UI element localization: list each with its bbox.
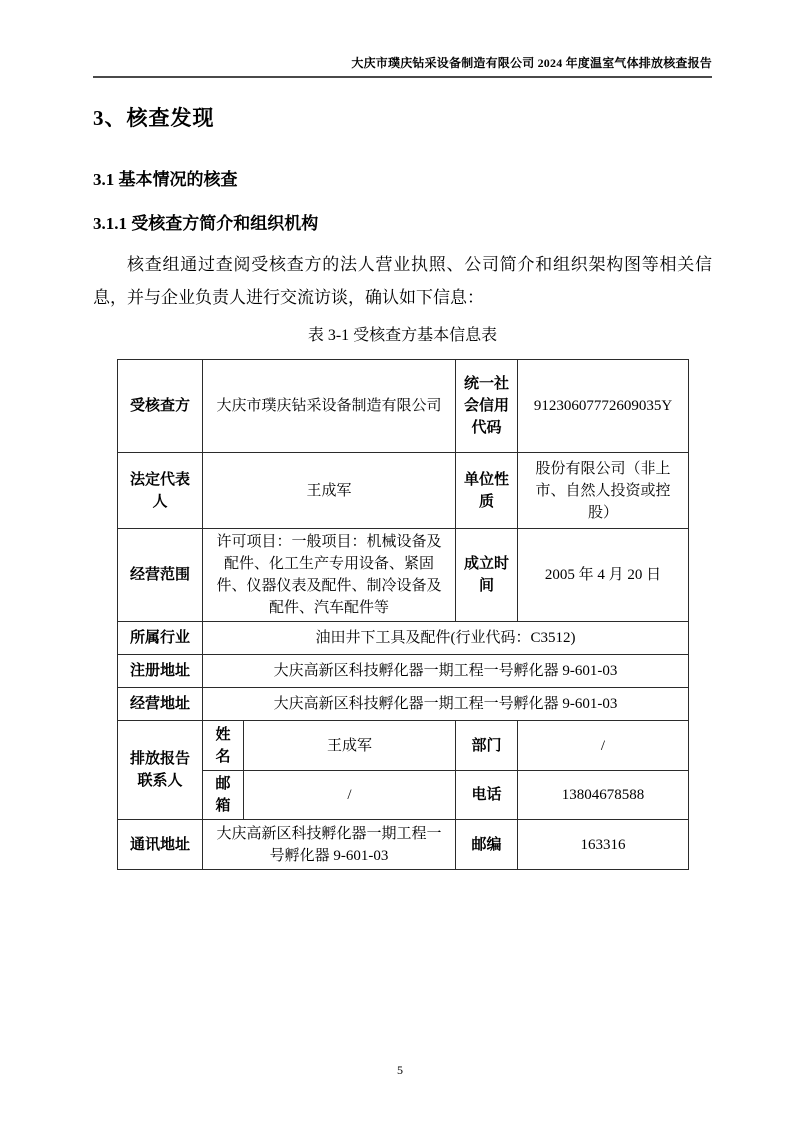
heading-subsection: 3.1 基本情况的核查 [93,170,238,189]
cell-phone-value: 13804678588 [518,771,689,820]
cell-industry-value: 油田井下工具及配件(行业代码：C3512) [203,622,689,655]
cell-audited-party-value: 大庆市璞庆钻采设备制造有限公司 [203,360,456,453]
document-header-title: 大庆市璞庆钻采设备制造有限公司 2024 年度温室气体排放核查报告 [351,56,712,70]
cell-registered-address-label: 注册地址 [118,655,203,688]
cell-business-scope-label: 经营范围 [118,529,203,622]
table-caption: 表 3-1 受核查方基本信息表 [307,327,498,344]
cell-operating-address-value: 大庆高新区科技孵化器一期工程一号孵化器 9-601-03 [203,688,689,721]
cell-postcode-value: 163316 [518,820,689,870]
cell-legal-rep-label: 法定代表人 [118,453,203,529]
cell-department-label: 部门 [456,721,518,771]
cell-mailing-address-value: 大庆高新区科技孵化器一期工程一号孵化器 9-601-03 [203,820,456,870]
table-row [118,721,689,771]
cell-report-contact-label: 排放报告联系人 [118,721,203,820]
cell-email-label: 邮箱 [203,771,244,820]
basic-info-table [117,359,689,870]
cell-operating-address-label: 经营地址 [118,688,203,721]
table-row [118,622,689,655]
cell-phone-label: 电话 [456,771,518,820]
cell-email-value: / [244,771,456,820]
table-row [118,688,689,721]
page-content [93,54,712,870]
heading-section: 3、核查发现 [93,106,215,130]
cell-contact-name-label: 姓名 [203,721,244,771]
table-row [118,453,689,529]
table-row [118,820,689,870]
cell-mailing-address-label: 通讯地址 [118,820,203,870]
cell-registered-address-value: 大庆高新区科技孵化器一期工程一号孵化器 9-601-03 [203,655,689,688]
cell-department-value: / [518,721,689,771]
intro-paragraph: 核查组通过查阅受核查方的法人营业执照、公司简介和组织架构图等相关信息，并与企业负责人进行交流访谈，确认如下信息： [93,255,712,307]
document-header [93,54,712,78]
cell-audited-party-label: 受核查方 [118,360,203,453]
table-row [118,655,689,688]
cell-legal-rep-value: 王成军 [203,453,456,529]
table-row [118,360,689,453]
cell-business-scope-value: 许可项目：一般项目：机械设备及配件、化工生产专用设备、紧固件、仪器仪表及配件、制冷设备及配件、汽车配件等 [203,529,456,622]
cell-credit-code-value: 91230607772609035Y [518,360,689,453]
table-row [118,771,689,820]
cell-founding-date-value: 2005 年 4 月 20 日 [518,529,689,622]
page-number: 5 [397,1063,403,1077]
cell-credit-code-label: 统一社会信用代码 [456,360,518,453]
cell-entity-type-label: 单位性质 [456,453,518,529]
cell-postcode-label: 邮编 [456,820,518,870]
cell-industry-label: 所属行业 [118,622,203,655]
cell-entity-type-value: 股份有限公司（非上市、自然人投资或控股） [518,453,689,529]
cell-founding-date-label: 成立时间 [456,529,518,622]
table-row [118,529,689,622]
cell-contact-name-value: 王成军 [244,721,456,771]
heading-subsubsection: 3.1.1 受核查方简介和组织机构 [93,214,319,233]
